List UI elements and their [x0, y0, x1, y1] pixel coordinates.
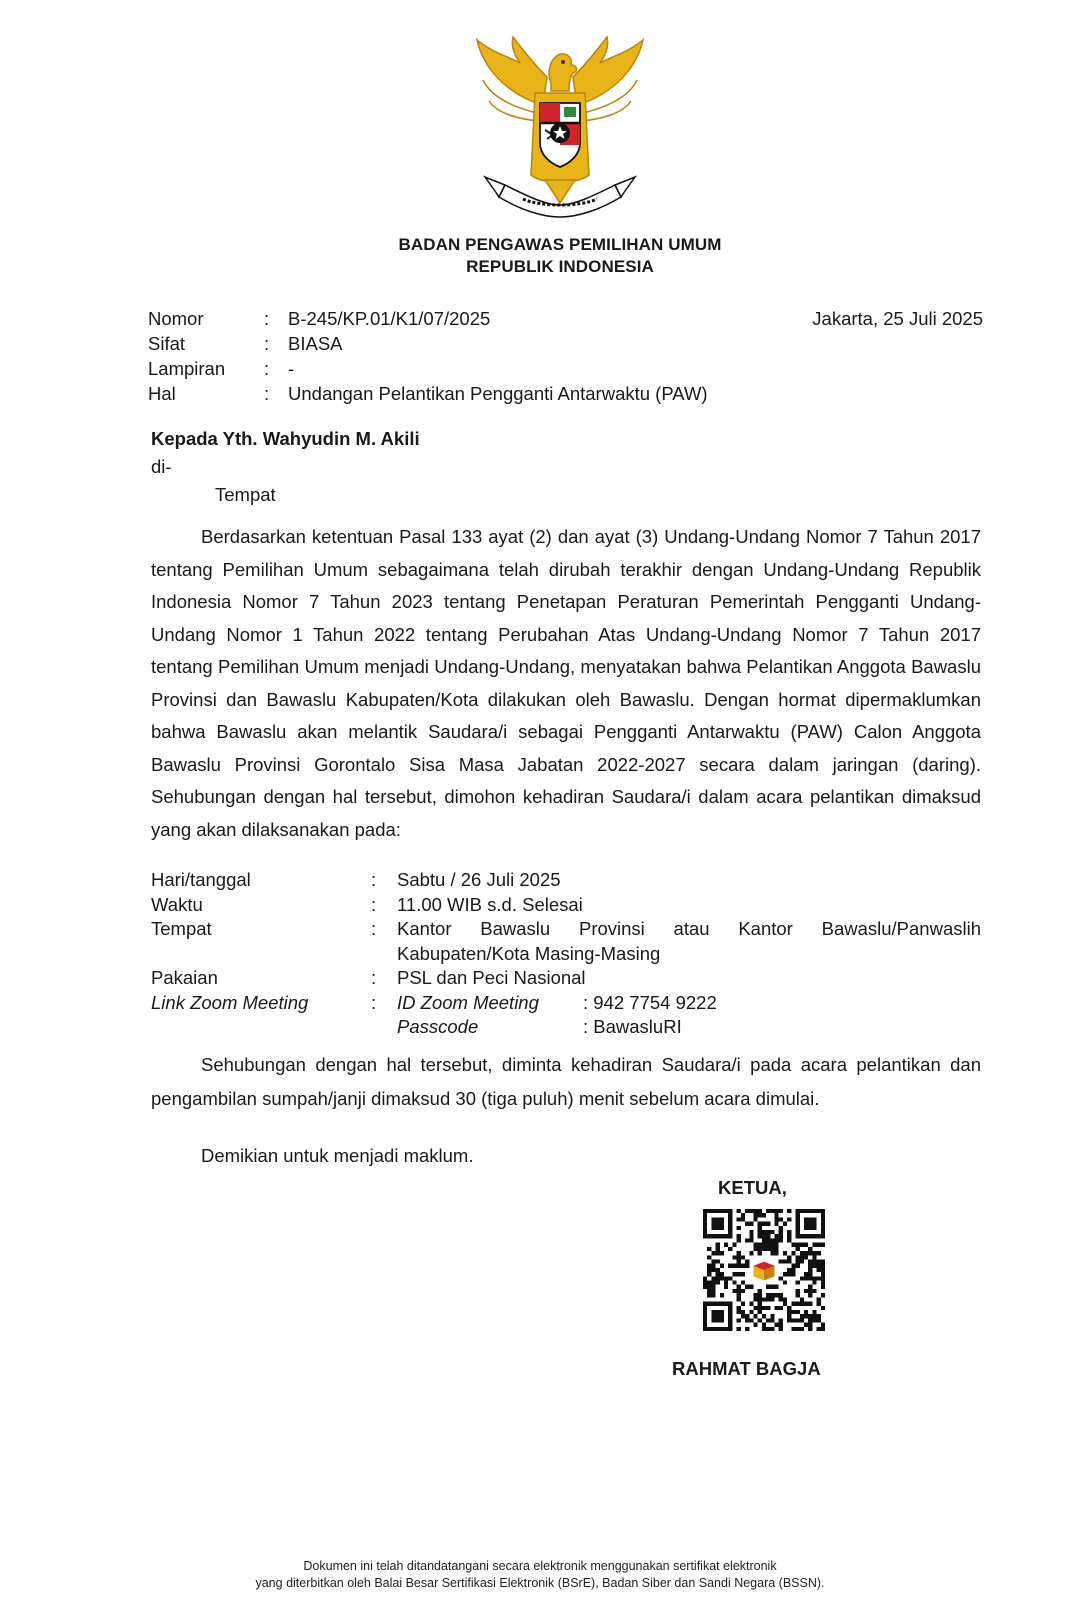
meta-colon: :	[264, 383, 270, 404]
detail-label: Pakaian	[151, 967, 218, 988]
body-paragraph-1: Berdasarkan ketentuan Pasal 133 ayat (2) dan ayat (3) Undang-Undang Nomor 7 Tahun 2017 tentang Pemilihan Umum sebagaimana telah dirubah terakhir dengan Undang-Undang Republik Indonesia Nomor 7 Tahun 2023 tentang Penetapan Peraturan Pemerintah Pengganti Undang-Undang Nomor 1 Tahun 2022 tentang Perubahan Atas Undang-Undang Nomor 7 Tahun 2017 tentang Pemilihan Umum menjadi Undang-Undang, menyatakan bahwa Pelantikan Anggota Bawaslu Provinsi dan Bawaslu Kabupaten/Kota dilakukan oleh Bawaslu. Dengan hormat dipermaklumkan bahwa Bawaslu akan melantik Saudara/i sebagai Pengganti Antarwaktu (PAW) Calon Anggota Bawaslu Provinsi Gorontalo Sisa Masa Jabatan 2022-2027 secara dalam jaringan (daring). Sehubungan dengan hal tersebut, dimohon kehadiran Saudara/i dalam acara pelantikan dimaksud yang akan dilaksanakan pada:	[151, 526, 981, 840]
detail-row-zoom	[151, 991, 981, 1040]
garuda-emblem-icon	[465, 35, 655, 230]
zoom-passcode-row	[397, 1015, 981, 1040]
footer-note	[0, 1558, 1080, 1592]
meta-label: Sifat	[148, 333, 186, 354]
meta-value: Undangan Pelantikan Pengganti Antarwaktu (PAW)	[288, 383, 708, 404]
detail-colon: :	[371, 918, 377, 939]
recipient-di: di-	[151, 456, 172, 477]
recipient-block	[151, 425, 420, 509]
detail-value: Sabtu / 26 Juli 2025	[397, 869, 561, 890]
meta-label: Hal	[148, 383, 176, 404]
detail-label: Waktu	[151, 893, 203, 915]
place-date: Jakarta, 25 Juli 2025	[812, 308, 983, 329]
zoom-details	[397, 991, 981, 1040]
zoom-id-label: ID Zoom Meeting	[397, 991, 539, 1013]
meta-row-hal	[148, 381, 983, 406]
qr-code-icon	[703, 1209, 825, 1331]
detail-colon: :	[371, 967, 377, 988]
detail-value: PSL dan Peci Nasional	[397, 967, 586, 988]
detail-label: Hari/tanggal	[151, 869, 251, 890]
meta-row-sifat	[148, 331, 983, 356]
signer-name: RAHMAT BAGJA	[672, 1358, 821, 1379]
footer-line-1: Dokumen ini telah ditandatangani secara elektronik menggunakan sertifikat elektronik	[303, 1559, 777, 1573]
meta-colon: :	[264, 358, 270, 379]
detail-row-pakaian	[151, 966, 981, 991]
event-details	[151, 868, 981, 1040]
detail-label: Link Zoom Meeting	[151, 991, 309, 1013]
qr-code-svg	[703, 1209, 825, 1331]
meta-row-lampiran	[148, 356, 983, 381]
detail-row-tempat	[151, 917, 981, 966]
meta-label: Lampiran	[148, 358, 226, 379]
agency-country: REPUBLIK INDONESIA	[466, 257, 654, 276]
detail-row-waktu	[151, 893, 981, 918]
meta-colon: :	[264, 308, 270, 329]
meta-row-nomor	[148, 306, 983, 331]
detail-value: 11.00 WIB s.d. Selesai	[397, 893, 583, 915]
recipient-name: Kepada Yth. Wahyudin M. Akili	[151, 428, 420, 449]
letterhead	[0, 234, 1080, 278]
footer-line-2: yang diterbitkan oleh Balai Besar Sertifikasi Elektronik (BSrE), Badan Siber dan Sandi Negara (BSSN).	[255, 1576, 825, 1590]
detail-colon: :	[371, 991, 377, 1013]
detail-label: Tempat	[151, 918, 212, 939]
detail-row-hari	[151, 868, 981, 893]
zoom-passcode-label: Passcode	[397, 1016, 479, 1037]
signer-title: KETUA,	[718, 1177, 787, 1198]
zoom-id-value: : 942 7754 9222	[583, 991, 717, 1013]
zoom-id-row	[397, 991, 981, 1016]
letter-metadata	[148, 306, 983, 406]
detail-colon: :	[371, 869, 377, 890]
agency-name: BADAN PENGAWAS PEMILIHAN UMUM	[398, 235, 722, 254]
detail-value: Kantor Bawaslu Provinsi atau Kantor Bawaslu/Panwaslih Kabupaten/Kota Masing-Masing	[397, 918, 981, 964]
recipient-place: Tempat	[215, 484, 276, 505]
zoom-passcode-value: : BawasluRI	[583, 1016, 682, 1037]
body-paragraph-2: Sehubungan dengan hal tersebut, diminta kehadiran Saudara/i pada acara pelantikan dan pengambilan sumpah/janji dimaksud 30 (tiga puluh) menit sebelum acara dimulai.	[151, 1054, 981, 1109]
meta-value: B-245/KP.01/K1/07/2025	[288, 308, 491, 329]
closing-line: Demikian untuk menjadi maklum.	[201, 1145, 474, 1166]
meta-label: Nomor	[148, 308, 204, 329]
detail-colon: :	[371, 893, 377, 915]
garuda-emblem	[465, 35, 655, 230]
meta-colon: :	[264, 333, 270, 354]
meta-value: BIASA	[288, 333, 343, 354]
meta-value: -	[288, 358, 295, 379]
